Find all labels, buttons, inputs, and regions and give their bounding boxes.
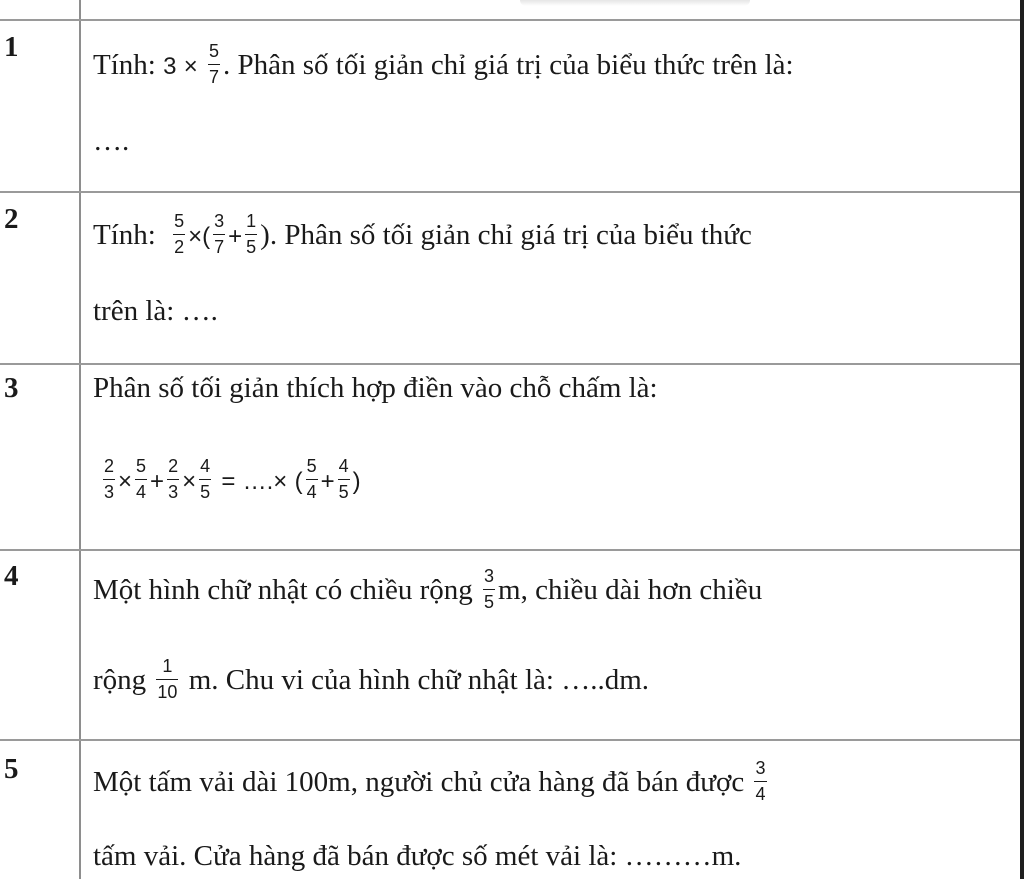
denominator: 3 bbox=[167, 479, 179, 502]
times-sign: × bbox=[188, 223, 203, 251]
fraction bbox=[754, 759, 766, 804]
fraction bbox=[338, 457, 350, 502]
equals-sign: = bbox=[221, 468, 236, 496]
numerator: 4 bbox=[200, 456, 211, 476]
math-expression bbox=[100, 456, 361, 505]
open-paren: ( bbox=[202, 223, 211, 251]
row-border-4 bbox=[0, 739, 1020, 741]
fraction bbox=[135, 457, 147, 502]
fraction bbox=[173, 212, 185, 257]
question-text-line-1 bbox=[93, 41, 794, 90]
numerator: 3 bbox=[755, 758, 766, 778]
fraction bbox=[167, 457, 179, 502]
fraction bbox=[213, 212, 225, 257]
denominator: 10 bbox=[156, 679, 178, 702]
numerator: 4 bbox=[338, 456, 349, 476]
numerator: 2 bbox=[168, 456, 179, 476]
fraction bbox=[483, 567, 495, 612]
numerator: 5 bbox=[174, 211, 185, 231]
numerator: 5 bbox=[306, 456, 317, 476]
numerator: 5 bbox=[208, 41, 219, 61]
fraction bbox=[199, 457, 211, 502]
question-number: 2 bbox=[4, 203, 19, 235]
denominator: 5 bbox=[199, 479, 211, 502]
question-text-line-1: Phân số tối giản thích hợp điền vào chỗ chấm là: bbox=[93, 372, 658, 404]
numerator: 3 bbox=[214, 211, 225, 231]
close-paren: ) bbox=[352, 468, 361, 496]
denominator: 2 bbox=[173, 234, 185, 257]
times-sign: × bbox=[183, 53, 198, 81]
numerator: 1 bbox=[162, 656, 173, 676]
denominator: 4 bbox=[135, 479, 147, 502]
denominator: 4 bbox=[306, 479, 318, 502]
factor: 3 bbox=[163, 53, 177, 81]
numerator: 2 bbox=[104, 456, 115, 476]
denominator: 4 bbox=[754, 781, 766, 804]
scan-smudge bbox=[520, 0, 750, 6]
fraction bbox=[208, 42, 220, 87]
question-text-line-1 bbox=[93, 211, 752, 260]
denominator: 7 bbox=[208, 64, 220, 87]
plus-sign: + bbox=[320, 468, 335, 496]
times-sign: × bbox=[118, 468, 133, 496]
numerator: 1 bbox=[246, 211, 257, 231]
denominator: 5 bbox=[245, 234, 257, 257]
times-sign: × bbox=[273, 468, 288, 496]
answer-blank: …. bbox=[242, 468, 274, 496]
open-paren: ( bbox=[294, 468, 303, 496]
denominator: 3 bbox=[103, 479, 115, 502]
text-prefix: Tính: bbox=[93, 219, 156, 252]
text-suffix: . Phân số tối giản chỉ giá trị của biểu thức trên là: bbox=[222, 49, 794, 82]
question-text-line-2: tấm vải. Cửa hàng đã bán được số mét vải là: ………m. bbox=[93, 840, 742, 872]
row-border-2 bbox=[0, 363, 1020, 365]
question-text-line-1 bbox=[93, 758, 770, 807]
numerator: 5 bbox=[136, 456, 147, 476]
question-text-line-2 bbox=[93, 656, 650, 705]
text-before: rộng bbox=[93, 664, 147, 697]
plus-sign: + bbox=[150, 468, 165, 496]
question-text-line-2: …. bbox=[93, 125, 130, 157]
denominator: 7 bbox=[213, 234, 225, 257]
fraction bbox=[103, 457, 115, 502]
column-divider bbox=[79, 0, 81, 879]
question-number: 5 bbox=[4, 753, 19, 785]
text-after: m, chiều dài hơn chiều bbox=[498, 574, 763, 607]
text-suffix: ). Phân số tối giản chỉ giá trị của biểu thức bbox=[260, 219, 752, 252]
plus-sign: + bbox=[228, 223, 243, 251]
denominator: 5 bbox=[483, 589, 495, 612]
question-number: 3 bbox=[4, 372, 19, 404]
fraction bbox=[306, 457, 318, 502]
denominator: 5 bbox=[338, 479, 350, 502]
text-before: Một hình chữ nhật có chiều rộng bbox=[93, 574, 473, 607]
right-border bbox=[1020, 0, 1024, 879]
question-text-line-2: trên là: …. bbox=[93, 295, 218, 327]
question-text-line-1 bbox=[93, 566, 763, 615]
row-border-3 bbox=[0, 549, 1020, 551]
fraction bbox=[156, 657, 178, 702]
text-prefix: Tính: bbox=[93, 49, 156, 82]
row-border-top bbox=[0, 19, 1020, 21]
question-number: 1 bbox=[4, 31, 19, 63]
fraction bbox=[245, 212, 257, 257]
row-border-1 bbox=[0, 191, 1020, 193]
numerator: 3 bbox=[484, 566, 495, 586]
text-before: Một tấm vải dài 100m, người chủ cửa hàng đã bán được bbox=[93, 766, 745, 799]
question-number: 4 bbox=[4, 560, 19, 592]
times-sign: × bbox=[182, 468, 197, 496]
text-after: m. Chu vi của hình chữ nhật là: …..dm. bbox=[188, 664, 650, 697]
